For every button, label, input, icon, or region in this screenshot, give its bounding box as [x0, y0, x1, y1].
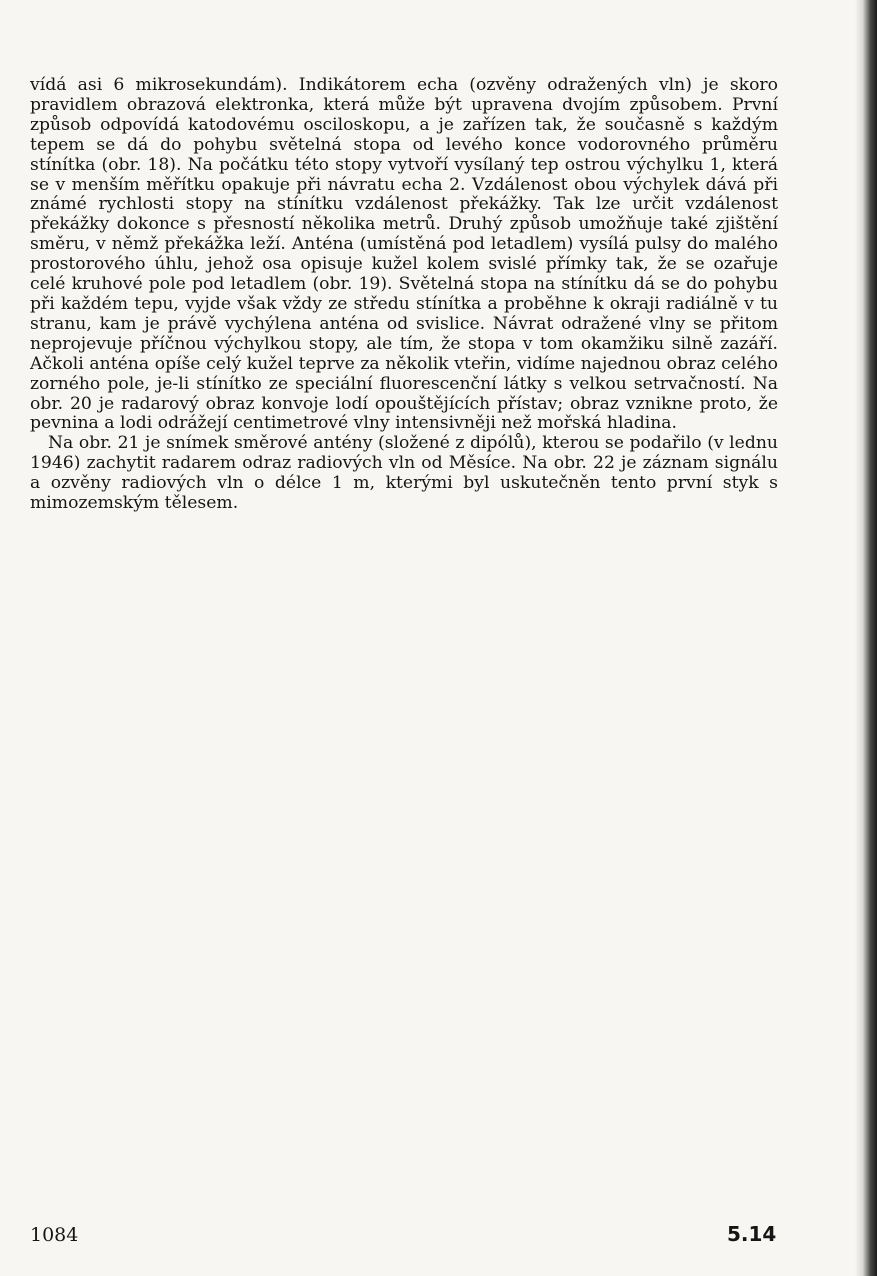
- body-text: [30, 76, 778, 514]
- paragraph-1: vídá asi 6 mikrosekundám). Indikátorem echa (ozvěny odražených vln) je skoro pravidlem obrazová elektronka, která může být upravena dvojím způsobem. První způsob odpovídá katodovému osciloskopu, a je zařízen tak, že současně s každým tepem se dá do pohybu světelná stopa od levého konce vodorovného průměru stínítka (obr. 18). Na počátku této stopy vytvoří vysílaný tep ostrou výchylku 1, která se v menším měřítku opakuje při návratu echa 2. Vzdálenost obou výchylek dává při známé rychlosti stopy na stínítku vzdálenost překážky. Tak lze určit vzdálenost překážky dokonce s přesností několika metrů. Druhý způsob umožňuje také zjištění směru, v němž překážka leží. Anténa (umístěná pod letadlem) vysílá pulsy do malého prostorového úhlu, jehož osa opisuje kužel kolem svislé přímky tak, že se ozařuje celé kruhové pole pod letadlem (obr. 19). Světelná stopa na stínítku dá se do pohybu při každém tepu, vyjde však vždy ze středu stínítka a proběhne k okraji radiálně v tu stranu, kam je právě vychýlena anténa od svislice. Návrat odražené vlny se přitom neprojevuje příčnou výchylkou stopy, ale tím, že stopa v tom okamžiku silně zazáří. Ačkoli anténa opíše celý kužel teprve za několik vteřin, vidíme najednou obraz celého zorného pole, je-li stínítko ze speciální fluorescenční látky s velkou setrvačností. Na obr. 20 je radarový obraz konvoje lodí opouštějících přístav; obraz vznikne proto, že pevnina a lodi odrážejí centimetrové vlny intensivněji než mořská hladina.: [30, 75, 778, 434]
- page-number: 1084: [30, 1224, 79, 1246]
- paragraph-2: Na obr. 21 je snímek směrové antény (složené z dipólů), kterou se podařilo (v lednu 1946) zachytit radarem odraz radiových vln od Měsíce. Na obr. 22 je záznam signálu a ozvěny radiových vln o délce 1 m, kterými byl uskutečněn tento první styk s mimozemským tělesem.: [30, 433, 778, 514]
- section-number: 5.14: [727, 1222, 777, 1246]
- page-binding-edge: [855, 0, 877, 1276]
